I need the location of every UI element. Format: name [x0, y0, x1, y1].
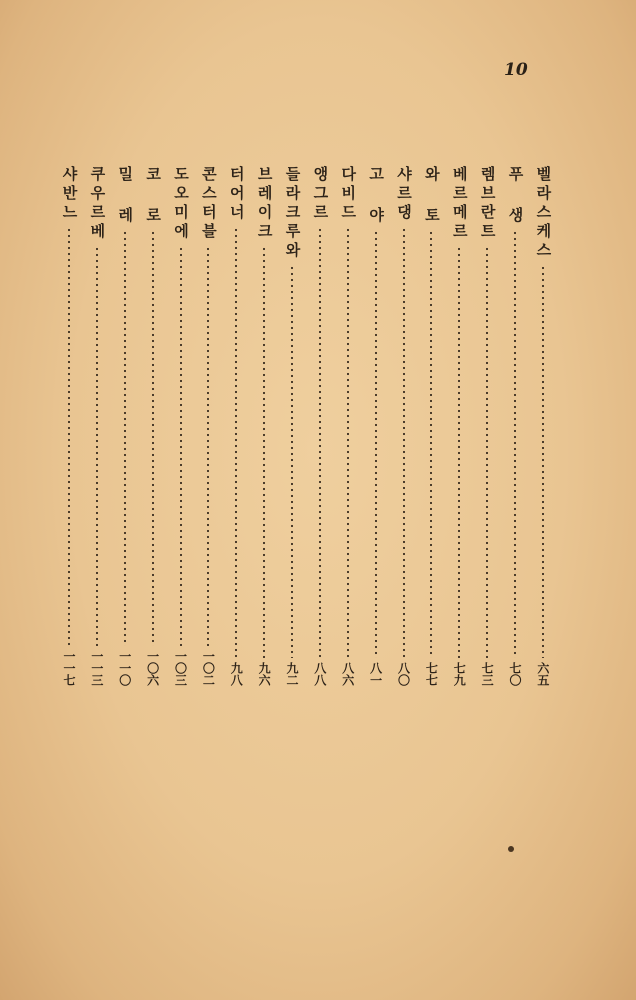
dot-leader — [486, 246, 488, 658]
dot-leader — [263, 246, 265, 658]
toc-entry-page: 九八 — [229, 662, 244, 686]
toc-entry — [140, 166, 166, 686]
toc-entry-title: 들라크루와 — [283, 166, 302, 261]
toc-entry — [530, 166, 556, 686]
toc-entry-page: 一〇六 — [145, 650, 160, 686]
toc-entry-page: 六五 — [535, 662, 550, 686]
toc-entry — [474, 166, 500, 686]
toc-entry — [446, 166, 472, 686]
dot-leader — [319, 227, 321, 658]
toc-entry-page: 七七 — [424, 662, 439, 686]
toc-entry-title: 벨라스케스 — [534, 166, 553, 261]
dot-leader — [375, 230, 377, 658]
toc-entry-title: 와 토 — [422, 166, 441, 226]
page-number: 10 — [504, 60, 528, 80]
dot-leader — [458, 246, 460, 658]
toc-entry-page: 一一三 — [89, 650, 104, 686]
dot-leader — [68, 227, 70, 646]
toc-entry-page: 一一〇 — [117, 650, 132, 686]
toc-entry-title: 코 로 — [144, 166, 163, 226]
toc-entry-page: 七九 — [452, 662, 467, 686]
toc-entry — [168, 166, 194, 686]
toc-entry-title: 다비드 — [339, 166, 358, 223]
toc-entry-title: 렘브란트 — [478, 166, 497, 242]
dot-leader — [347, 227, 349, 658]
toc-entry-title: 푸 생 — [506, 166, 525, 226]
toc-entry-page: 一〇三 — [173, 650, 188, 686]
toc-entry — [195, 166, 221, 686]
dot-leader — [291, 265, 293, 658]
dot-leader — [152, 230, 154, 646]
dot-leader — [430, 230, 432, 658]
toc-entry-title: 샤르댕 — [395, 166, 413, 223]
dot-leader — [96, 246, 98, 646]
toc-entry-page: 一〇二 — [201, 650, 216, 686]
toc-entry — [279, 166, 305, 686]
ink-spot — [508, 846, 514, 852]
toc-entry — [335, 166, 361, 686]
toc-entry — [363, 166, 389, 686]
toc-entry-title: 터어너 — [227, 166, 246, 223]
toc-entry — [56, 166, 82, 686]
toc-entry-page: 九二 — [285, 662, 299, 686]
toc-entry-title: 베르메르 — [450, 166, 469, 242]
dot-leader — [207, 246, 209, 646]
toc-entry-page: 九六 — [257, 662, 272, 686]
dot-leader — [180, 246, 182, 646]
dot-leader — [235, 227, 237, 658]
table-of-contents — [56, 166, 556, 696]
toc-entry — [112, 166, 138, 686]
toc-entry — [502, 166, 528, 686]
toc-entry — [251, 166, 277, 686]
toc-entry-page: 一一七 — [62, 650, 76, 686]
toc-entry — [418, 166, 444, 686]
toc-entry — [84, 166, 110, 686]
toc-entry-title: 콘스터블 — [199, 166, 218, 242]
dot-leader — [124, 230, 126, 646]
toc-entry-page: 八六 — [340, 662, 355, 686]
toc-entry-page: 八一 — [368, 662, 383, 686]
toc-entry — [223, 166, 249, 686]
toc-entry-title: 고 야 — [367, 166, 386, 226]
toc-entry-page: 八〇 — [396, 662, 411, 686]
toc-entry-title: 앵그르 — [311, 166, 330, 223]
dot-leader — [403, 227, 405, 658]
dot-leader — [542, 265, 544, 658]
toc-entry-title: 도오미에 — [172, 166, 190, 242]
toc-entry-title: 쿠우르베 — [88, 166, 107, 242]
toc-entry-title: 브레이크 — [255, 166, 274, 242]
toc-entry-page: 八八 — [312, 662, 327, 686]
toc-entry-title: 샤반느 — [60, 166, 79, 223]
toc-entry-page: 七三 — [480, 662, 495, 686]
toc-entry — [391, 166, 417, 686]
toc-entry-page: 七〇 — [508, 662, 522, 686]
dot-leader — [514, 230, 516, 658]
toc-entry-title: 밀 레 — [116, 166, 135, 226]
toc-entry — [307, 166, 333, 686]
